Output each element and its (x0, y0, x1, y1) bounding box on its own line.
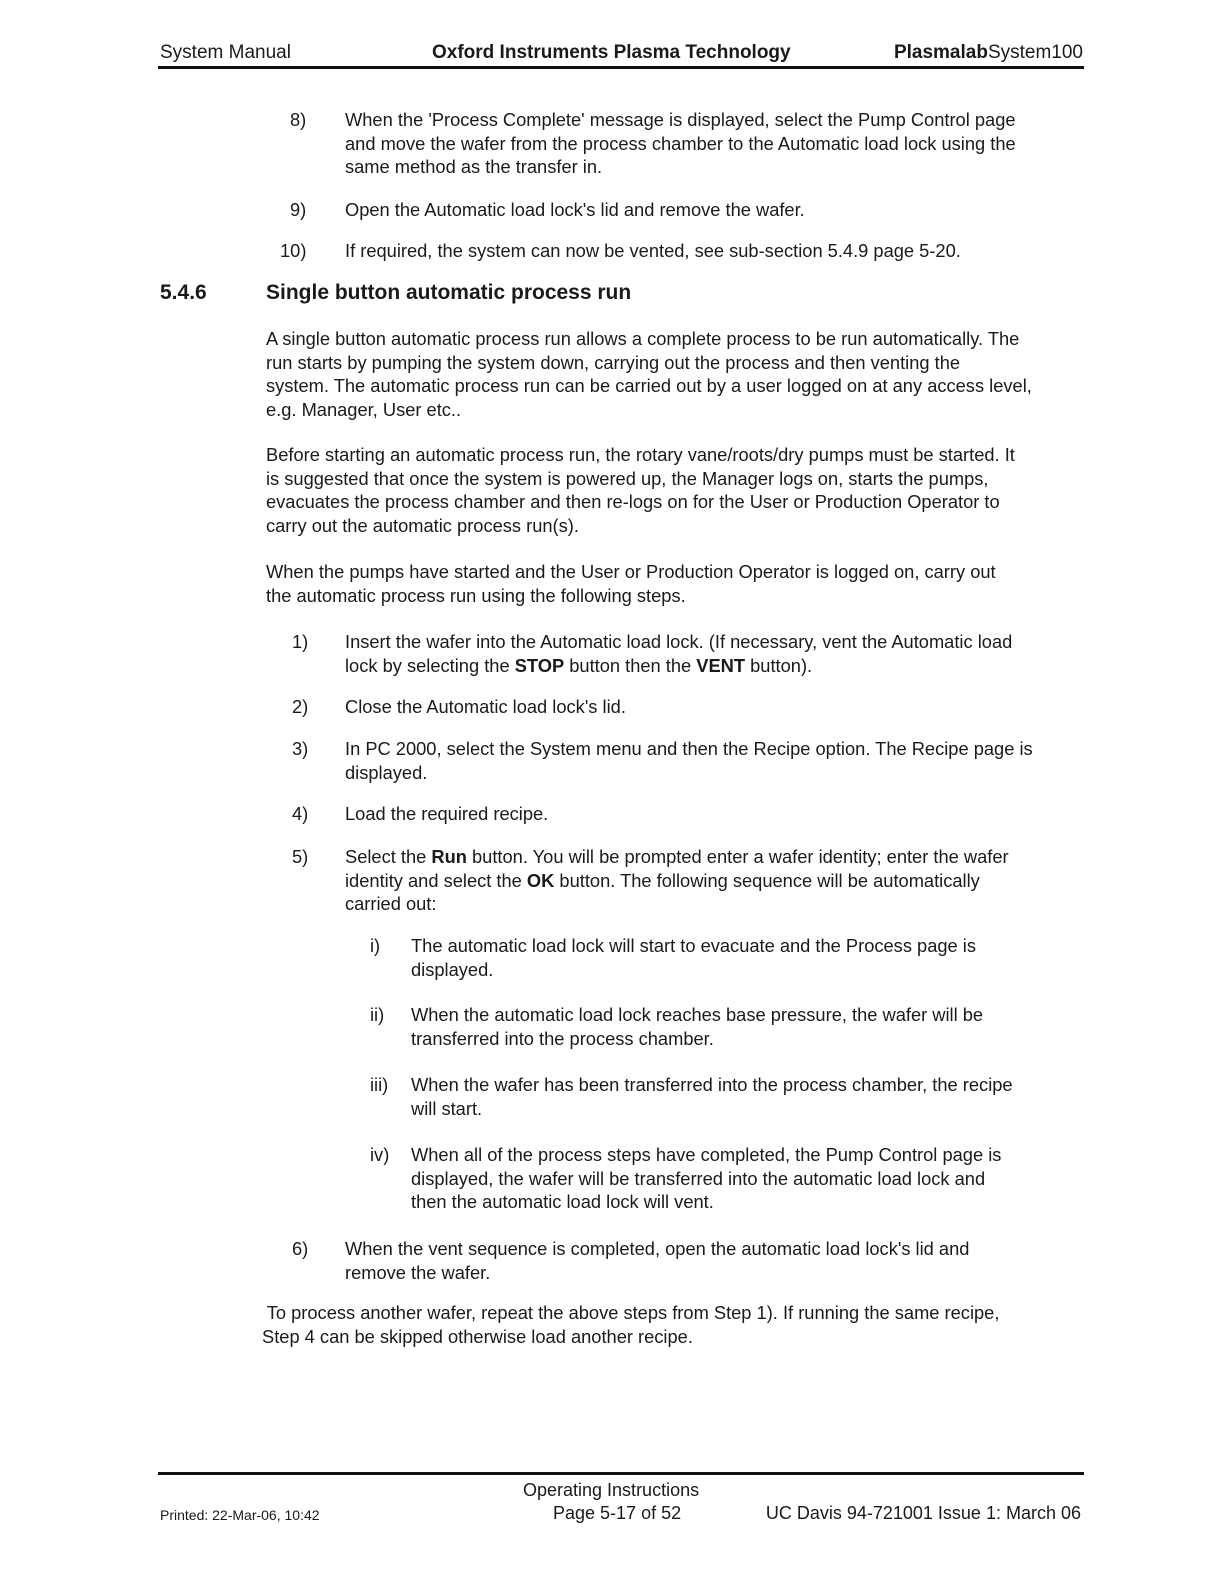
header-manual-name: System Manual (160, 42, 291, 63)
footer-title: Operating Instructions (523, 1480, 700, 1500)
paragraph (266, 443, 1015, 537)
text-line: evacuates the process chamber and then re-logs on for the User or Production Operator to (266, 491, 1000, 512)
text-line: is suggested that once the system is powered up, the Manager logs on, starts the pumps, (266, 467, 989, 489)
text-line: carry out the automatic process run(s). (266, 514, 579, 536)
footer-printed-date: Printed: 22-Mar-06, 10:42 (160, 1507, 320, 1523)
step-number: 3) (292, 738, 309, 759)
text-line: displayed, the wafer will be transferred into the automatic load lock and (411, 1167, 986, 1189)
step-number: 6) (292, 1238, 309, 1259)
text-line: If required, the system can now be vented, see sub-section 5.4.9 page 5-20. (345, 240, 961, 261)
step-number: 2) (292, 696, 309, 717)
text-line: lock by selecting the STOP button then the VENT button). (345, 654, 813, 676)
substep-number: iii) (370, 1074, 389, 1095)
bold-term: VENT (696, 654, 746, 676)
step-number: 9) (290, 199, 307, 220)
text-line: will start. (411, 1097, 483, 1119)
substep-text (411, 1143, 1001, 1214)
closing-paragraph (262, 1301, 999, 1348)
text-line: Open the Automatic load lock's lid and remove the wafer. (345, 199, 805, 220)
text-line: A single button automatic process run allows a complete process to be run automatically. The (266, 328, 1020, 349)
substep-number: ii) (370, 1004, 385, 1025)
paragraph (266, 327, 1032, 421)
text-line: remove the wafer. (345, 1261, 491, 1283)
text-line: system. The automatic process run can be carried out by a user logged on at any access level, (266, 375, 1032, 396)
text-line: same method as the transfer in. (345, 156, 603, 177)
text-line: run starts by pumping the system down, carrying out the process and then venting the (266, 351, 961, 373)
step-text (345, 1237, 969, 1284)
section-title: Single button automatic process run (266, 281, 632, 304)
step-number: 1) (292, 631, 309, 652)
text-line: displayed. (411, 958, 494, 980)
text-line: identity and select the OK button. The following sequence will be automatically (345, 869, 980, 891)
section-number: 5.4.6 (160, 281, 207, 304)
footer-document-id: UC Davis 94-721001 Issue 1: March 06 (765, 1503, 1081, 1523)
header-company: Oxford Instruments Plasma Technology (432, 42, 791, 63)
text-line: e.g. Manager, User etc.. (266, 398, 462, 420)
step-text (345, 845, 1009, 916)
substep-text (411, 1003, 983, 1050)
step-number: 10) (280, 240, 307, 261)
step-number: 4) (292, 803, 309, 824)
text-line: Before starting an automatic process run, the rotary vane/roots/dry pumps must be started. It (266, 444, 1015, 465)
text-line: When the wafer has been transferred into the process chamber, the recipe (411, 1074, 1013, 1095)
text-line: When the automatic load lock reaches base pressure, the wafer will be (411, 1004, 984, 1025)
substep-text (411, 1073, 1013, 1120)
bold-term: STOP (514, 654, 565, 676)
footer-rule (158, 1472, 1084, 1475)
header-rule (158, 66, 1084, 69)
text-line: and move the wafer from the process chamber to the Automatic load lock using the (345, 132, 1016, 154)
header-product-bold: Plasmalab (893, 42, 988, 63)
substep-number: i) (370, 935, 381, 956)
bold-term: Run (431, 846, 467, 867)
bold-term: OK (526, 869, 555, 891)
step-text (345, 239, 961, 263)
text-line: transferred into the process chamber. (411, 1027, 714, 1049)
step-number: 8) (290, 109, 307, 130)
text-line: Insert the wafer into the Automatic load lock. (If necessary, vent the Automatic load (345, 631, 1013, 652)
step-text (345, 695, 626, 719)
step-text (345, 737, 1033, 784)
step-text (345, 630, 1012, 677)
paragraph (266, 560, 996, 607)
header-product-normal: System100 (987, 42, 1083, 63)
substep-text (411, 934, 976, 981)
text-line: Step 4 can be skipped otherwise load another recipe. (262, 1325, 693, 1347)
step-number: 5) (292, 846, 309, 867)
text-line: In PC 2000, select the System menu and then the Recipe option. The Recipe page is (345, 738, 1033, 759)
text-line: When all of the process steps have completed, the Pump Control page is (411, 1144, 1002, 1165)
substep-number: iv) (370, 1144, 390, 1165)
header-product (894, 42, 1083, 64)
footer-page-number: Page 5-17 of 52 (553, 1503, 682, 1523)
step-text (345, 108, 1016, 179)
text-line: When the vent sequence is completed, open the automatic load lock's lid and (345, 1238, 970, 1259)
text-line: then the automatic load lock will vent. (411, 1191, 714, 1212)
text-line: To process another wafer, repeat the above steps from Step 1). If running the same recipe, (262, 1302, 1000, 1323)
text-line: When the 'Process Complete' message is displayed, select the Pump Control page (345, 109, 1016, 130)
text-line: The automatic load lock will start to evacuate and the Process page is (411, 935, 976, 956)
text-line: the automatic process run using the following steps. (266, 584, 686, 606)
step-text (345, 802, 548, 826)
text-line: Load the required recipe. (345, 803, 549, 824)
text-line: Select the Run button. You will be prompted enter a wafer identity; enter the wafer (345, 846, 1009, 867)
text-line: displayed. (345, 761, 428, 783)
text-line: carried out: (345, 893, 437, 914)
step-text (345, 198, 805, 222)
text-line: When the pumps have started and the User or Production Operator is logged on, carry out (266, 561, 996, 582)
text-line: Close the Automatic load lock's lid. (345, 696, 626, 717)
